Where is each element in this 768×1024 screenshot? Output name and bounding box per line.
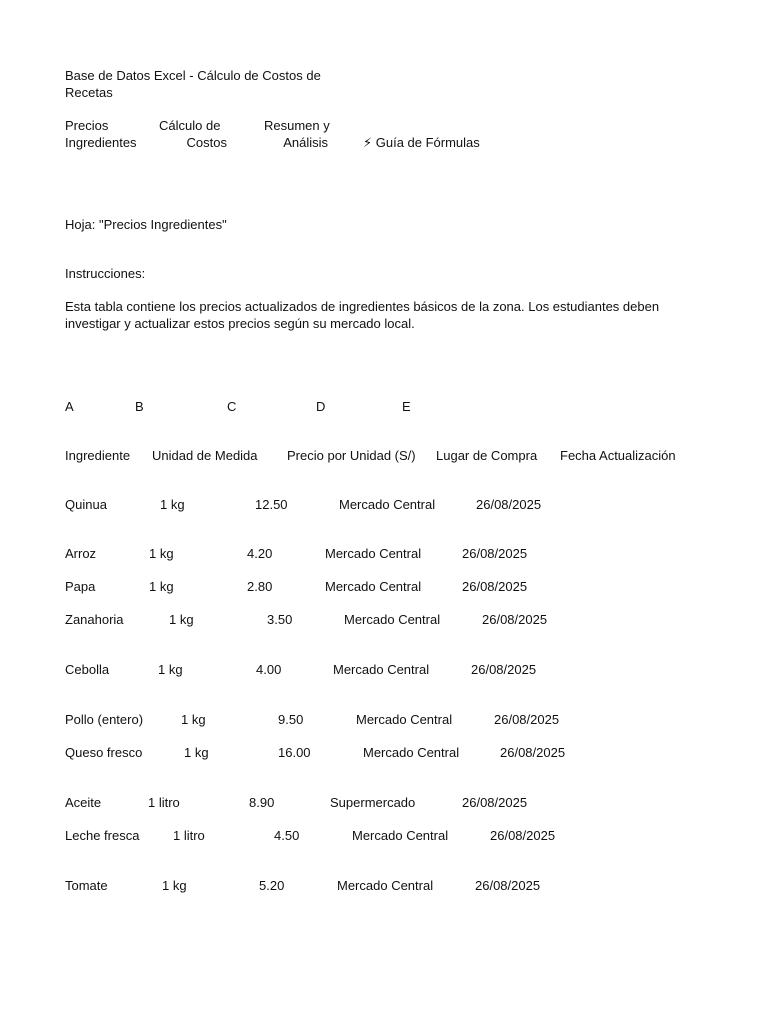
cell-precio: 12.50 [255,497,288,512]
tab-precios-ingredientes[interactable] [65,117,137,151]
cell-precio: 5.20 [259,878,285,893]
instructions-text: Esta tabla contiene los precios actualizados de ingredientes básicos de la zona. Los estudiantes deben investigar y actualizar estos precios según su mercado local. [65,299,660,331]
cell-ingrediente: Pollo (entero) [65,712,144,727]
cell-fecha: 26/08/2025 [462,546,528,561]
tab-calculo-costos[interactable] [155,117,227,151]
cell-ingrediente: Queso fresco [65,745,143,760]
cell-fecha: 26/08/2025 [494,712,560,727]
header-lugar: Lugar de Compra [436,448,538,463]
header-ingrediente: Ingrediente [65,448,131,463]
cell-precio: 9.50 [278,712,304,727]
tab-label-line1: Resumen y [264,118,330,133]
cell-ingrediente: Aceite [65,795,102,810]
cell-fecha: 26/08/2025 [482,612,548,627]
cell-precio: 4.50 [274,828,300,843]
cell-lugar: Mercado Central [344,612,441,627]
header-fecha: Fecha Actualización [560,448,676,463]
tab-label-guia: ⚡ Guía de Fórmulas [363,135,480,150]
cell-fecha: 26/08/2025 [462,795,528,810]
cell-fecha: 26/08/2025 [475,878,541,893]
cell-precio: 4.00 [256,662,282,677]
column-letter-e: E [402,399,411,414]
cell-ingrediente: Zanahoria [65,612,124,627]
cell-ingrediente: Papa [65,579,96,594]
cell-precio: 16.00 [278,745,311,760]
cell-lugar: Mercado Central [352,828,449,843]
sheet-label: Hoja: "Precios Ingredientes" [65,217,227,232]
cell-unidad: 1 kg [169,612,194,627]
cell-lugar: Mercado Central [363,745,460,760]
column-letter-a: A [65,399,74,414]
header-unidad: Unidad de Medida [152,448,258,463]
tab-label-line1: Cálculo de [159,118,221,133]
cell-ingrediente: Tomate [65,878,108,893]
cell-fecha: 26/08/2025 [500,745,566,760]
cell-fecha: 26/08/2025 [476,497,542,512]
cell-unidad: 1 kg [158,662,183,677]
cell-unidad: 1 kg [184,745,209,760]
instructions-heading: Instrucciones: [65,266,146,281]
tab-label-line1: Precios [65,118,109,133]
cell-lugar: Mercado Central [356,712,453,727]
cell-lugar: Mercado Central [333,662,430,677]
header-precio: Precio por Unidad (S/) [287,448,416,463]
tab-label-line2: Análisis [283,135,328,150]
cell-unidad: 1 kg [160,497,185,512]
cell-lugar: Mercado Central [325,579,422,594]
tab-label-line2: Ingredientes [65,135,137,150]
cell-lugar: Mercado Central [337,878,434,893]
cell-unidad: 1 kg [149,546,174,561]
column-letter-d: D [316,399,326,414]
tab-label-line2: Costos [186,135,227,150]
cell-fecha: 26/08/2025 [471,662,537,677]
cell-unidad: 1 litro [173,828,205,843]
cell-unidad: 1 kg [149,579,174,594]
cell-lugar: Mercado Central [339,497,436,512]
cell-precio: 2.80 [247,579,273,594]
document-title: Base de Datos Excel - Cálculo de Costos de Recetas [65,68,321,100]
column-letter-c: C [227,399,237,414]
cell-precio: 3.50 [267,612,293,627]
cell-unidad: 1 kg [162,878,187,893]
cell-ingrediente: Quinua [65,497,107,512]
cell-lugar: Mercado Central [325,546,422,561]
cell-ingrediente: Arroz [65,546,97,561]
cell-ingrediente: Cebolla [65,662,110,677]
cell-fecha: 26/08/2025 [462,579,528,594]
cell-fecha: 26/08/2025 [490,828,556,843]
cell-ingrediente: Leche fresca [65,828,140,843]
tab-resumen-analisis[interactable] [262,117,328,151]
cell-unidad: 1 kg [181,712,206,727]
column-letter-b: B [135,399,144,414]
cell-precio: 8.90 [249,795,275,810]
cell-precio: 4.20 [247,546,273,561]
cell-lugar: Supermercado [330,795,416,810]
cell-unidad: 1 litro [148,795,180,810]
tab-guia-formulas[interactable] [363,134,480,151]
